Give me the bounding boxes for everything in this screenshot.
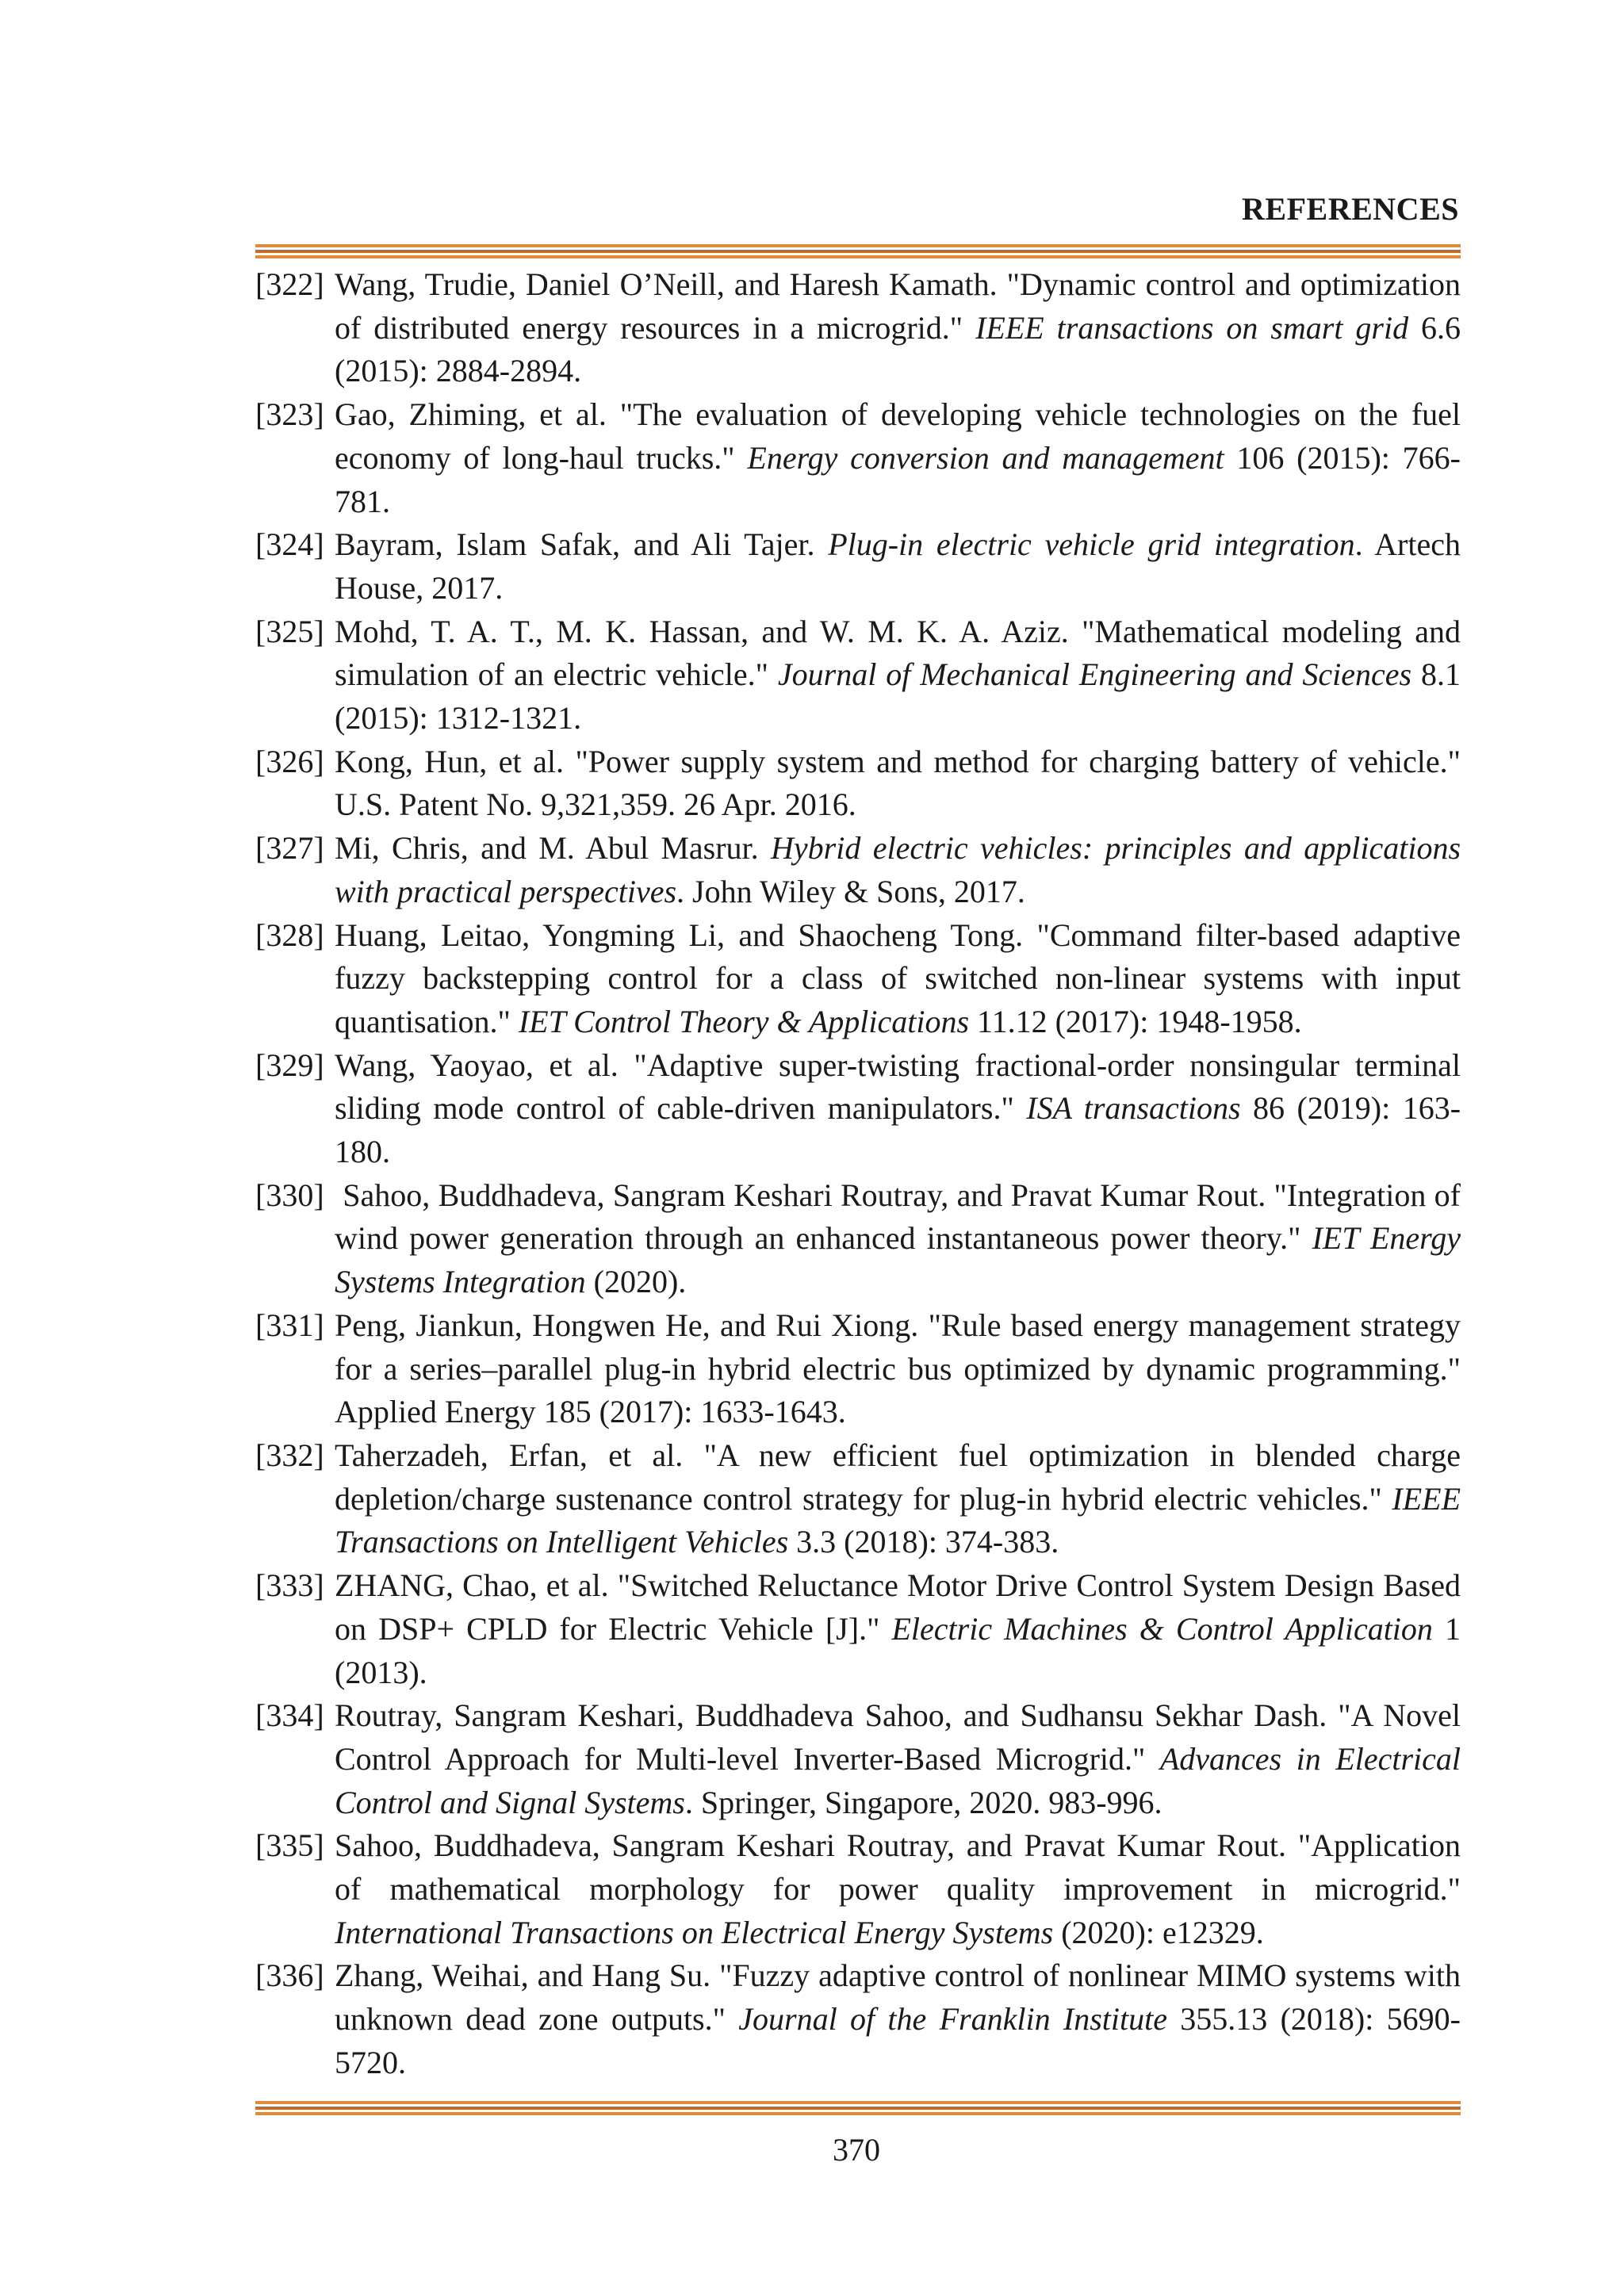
reference-number: [333] <box>255 1567 324 1604</box>
reference-entry <box>255 1044 1469 1174</box>
reference-citation: Mohd, T. A. T., M. K. Hassan, and W. M. K. A. Aziz. "Mathematical modeling and simulation of an electric vehicle." <box>335 613 1469 693</box>
reference-details: 355.13 (2018): 5690-5720. <box>335 2001 1461 2080</box>
reference-text <box>335 393 1469 523</box>
header-divider-line <box>255 244 1461 247</box>
reference-citation: Taherzadeh, Erfan, et al. "A new efficient fuel optimization in blended charge depletion/charge sustenance control strategy for plug-in hybrid electric vehicles." <box>335 1437 1469 1517</box>
reference-entry <box>255 914 1469 1044</box>
footer-divider <box>255 2101 1461 2118</box>
reference-entry <box>255 610 1469 740</box>
reference-entry <box>255 1564 1469 1694</box>
reference-number: [334] <box>255 1697 324 1734</box>
reference-details: . John Wiley & Sons, 2017. <box>676 873 1025 909</box>
reference-entry <box>255 1824 1469 1954</box>
reference-entry <box>255 393 1469 523</box>
reference-entry <box>255 1304 1469 1434</box>
header-divider-line <box>255 255 1461 258</box>
reference-citation: Gao, Zhiming, et al. "The evaluation of developing vehicle technologies on the fuel economy of long-haul trucks." <box>335 396 1469 476</box>
reference-details: 6.6 (2015): 2884-2894. <box>335 309 1469 389</box>
reference-text <box>335 1694 1469 1824</box>
reference-venue: Hybrid electric vehicles: principles and applications with practical perspectives <box>335 830 1461 909</box>
reference-text <box>335 610 1469 740</box>
reference-text <box>335 1824 1469 1954</box>
reference-details: . Springer, Singapore, 2020. 983-996. <box>684 1784 1162 1820</box>
reference-details: 3.3 (2018): 374-383. <box>788 1524 1059 1560</box>
reference-details: . Artech House, 2017. <box>335 526 1469 606</box>
reference-text <box>335 1044 1469 1174</box>
page-number: 370 <box>833 2132 880 2168</box>
reference-number: [328] <box>255 916 324 953</box>
reference-entry <box>255 1954 1469 2084</box>
footer-divider-line <box>255 2112 1461 2115</box>
reference-citation: Kong, Hun, et al. "Power supply system and method for charging battery of vehicle." U.S. Patent No. 9,321,359. 26 Apr. 2016. <box>335 743 1469 823</box>
reference-entry <box>255 740 1469 827</box>
reference-text <box>335 1564 1469 1694</box>
footer-divider-line <box>255 2101 1461 2104</box>
reference-venue: IEEE transactions on smart grid <box>975 309 1409 346</box>
reference-venue: Advances in Electrical Control and Signal Systems <box>335 1740 1461 1820</box>
reference-venue: Plug-in electric vehicle grid integration <box>828 526 1355 563</box>
reference-details: (2020): e12329. <box>1053 1914 1264 1950</box>
reference-venue: Journal of the Franklin Institute <box>738 2001 1167 2038</box>
reference-entry <box>255 1174 1469 1304</box>
reference-citation: Huang, Leitao, Yongming Li, and Shaocheng Tong. "Command filter-based adaptive fuzzy backstepping control for a class of switched non-linear systems with input quantisation." <box>335 916 1469 1039</box>
footer-divider-line <box>255 2107 1461 2110</box>
reference-citation: Sahoo, Buddhadeva, Sangram Keshari Routray, and Pravat Kumar Rout. "Integration of wind power generation through an enhanced instantaneous power theory." <box>335 1177 1469 1257</box>
reference-number: [335] <box>255 1827 324 1864</box>
reference-text <box>335 1304 1469 1434</box>
reference-details: 106 (2015): 766-781. <box>335 439 1461 519</box>
reference-venue: Electric Machines & Control Application <box>891 1610 1433 1647</box>
reference-citation: Bayram, Islam Safak, and Ali Tajer. <box>335 526 829 563</box>
reference-number: [330] <box>255 1177 324 1213</box>
reference-text <box>335 914 1469 1044</box>
reference-text <box>335 263 1469 393</box>
reference-number: [325] <box>255 613 324 649</box>
reference-citation: Mi, Chris, and M. Abul Masrur. <box>335 830 772 867</box>
reference-citation: ZHANG, Chao, et al. "Switched Reluctance Motor Drive Control System Design Based on DSP+ CPLD for Electric Vehicle [J]." <box>335 1567 1469 1647</box>
reference-number: [327] <box>255 830 324 867</box>
reference-text <box>335 1434 1469 1564</box>
reference-citation: Wang, Yaoyao, et al. "Adaptive super-twisting fractional-order nonsingular terminal sliding mode control of cable-driven manipulators." <box>335 1047 1469 1127</box>
reference-venue: ISA transactions <box>1026 1090 1241 1127</box>
reference-citation: Sahoo, Buddhadeva, Sangram Keshari Routray, and Pravat Kumar Rout. "Application of mathematical morphology for power quality improvement in microgrid." <box>335 1827 1469 1908</box>
reference-entry <box>255 263 1469 393</box>
reference-entry <box>255 1694 1469 1824</box>
reference-text <box>335 1954 1469 2084</box>
reference-venue: IET Energy Systems Integration <box>335 1220 1461 1300</box>
reference-details: 11.12 (2017): 1948-1958. <box>969 1003 1302 1039</box>
reference-number: [324] <box>255 526 324 563</box>
reference-number: [323] <box>255 396 324 433</box>
reference-venue: Energy conversion and management <box>747 439 1224 476</box>
reference-text <box>335 827 1461 913</box>
reference-list <box>255 263 1469 2085</box>
reference-number: [332] <box>255 1437 324 1473</box>
reference-venue: IET Control Theory & Applications <box>518 1003 970 1039</box>
reference-number: [326] <box>255 743 324 779</box>
header-divider <box>255 244 1461 261</box>
reference-number: [331] <box>255 1307 324 1343</box>
reference-venue: Journal of Mechanical Engineering and Sciences <box>777 656 1412 693</box>
reference-entry <box>255 1434 1469 1564</box>
reference-details: 86 (2019): 163-180. <box>335 1090 1461 1170</box>
reference-citation: Zhang, Weihai, and Hang Su. "Fuzzy adaptive control of nonlinear MIMO systems with unknown dead zone outputs." <box>335 1957 1469 2038</box>
reference-number: [329] <box>255 1047 324 1083</box>
reference-citation: Wang, Trudie, Daniel O’Neill, and Haresh Kamath. "Dynamic control and optimization of distributed energy resources in a microgrid." <box>335 266 1469 346</box>
reference-details: 1 (2013). <box>335 1610 1469 1690</box>
reference-venue: IEEE Transactions on Intelligent Vehicles <box>335 1480 1461 1560</box>
reference-text <box>335 1174 1469 1304</box>
header-divider-line <box>255 250 1461 253</box>
reference-details: 8.1 (2015): 1312-1321. <box>335 656 1469 737</box>
reference-venue: International Transactions on Electrical Energy Systems <box>335 1914 1054 1950</box>
reference-entry <box>255 523 1469 610</box>
reference-text <box>335 740 1469 827</box>
reference-number: [322] <box>255 266 324 302</box>
reference-citation: Routray, Sangram Keshari, Buddhadeva Sahoo, and Sudhansu Sekhar Dash. "A Novel Control Approach for Multi-level Inverter-Based Microgrid." <box>335 1697 1469 1777</box>
reference-number: [336] <box>255 1957 324 1994</box>
page-header-title: REFERENCES <box>1242 191 1459 227</box>
reference-details: (2020). <box>585 1264 687 1300</box>
reference-text <box>335 523 1469 610</box>
reference-entry <box>255 827 1461 913</box>
reference-citation: Peng, Jiankun, Hongwen He, and Rui Xiong. "Rule based energy management strategy for a series–parallel plug-in hybrid electric bus optimized by dynamic programming." Applied Energy 185 (2017): 1633-1643. <box>335 1307 1469 1430</box>
